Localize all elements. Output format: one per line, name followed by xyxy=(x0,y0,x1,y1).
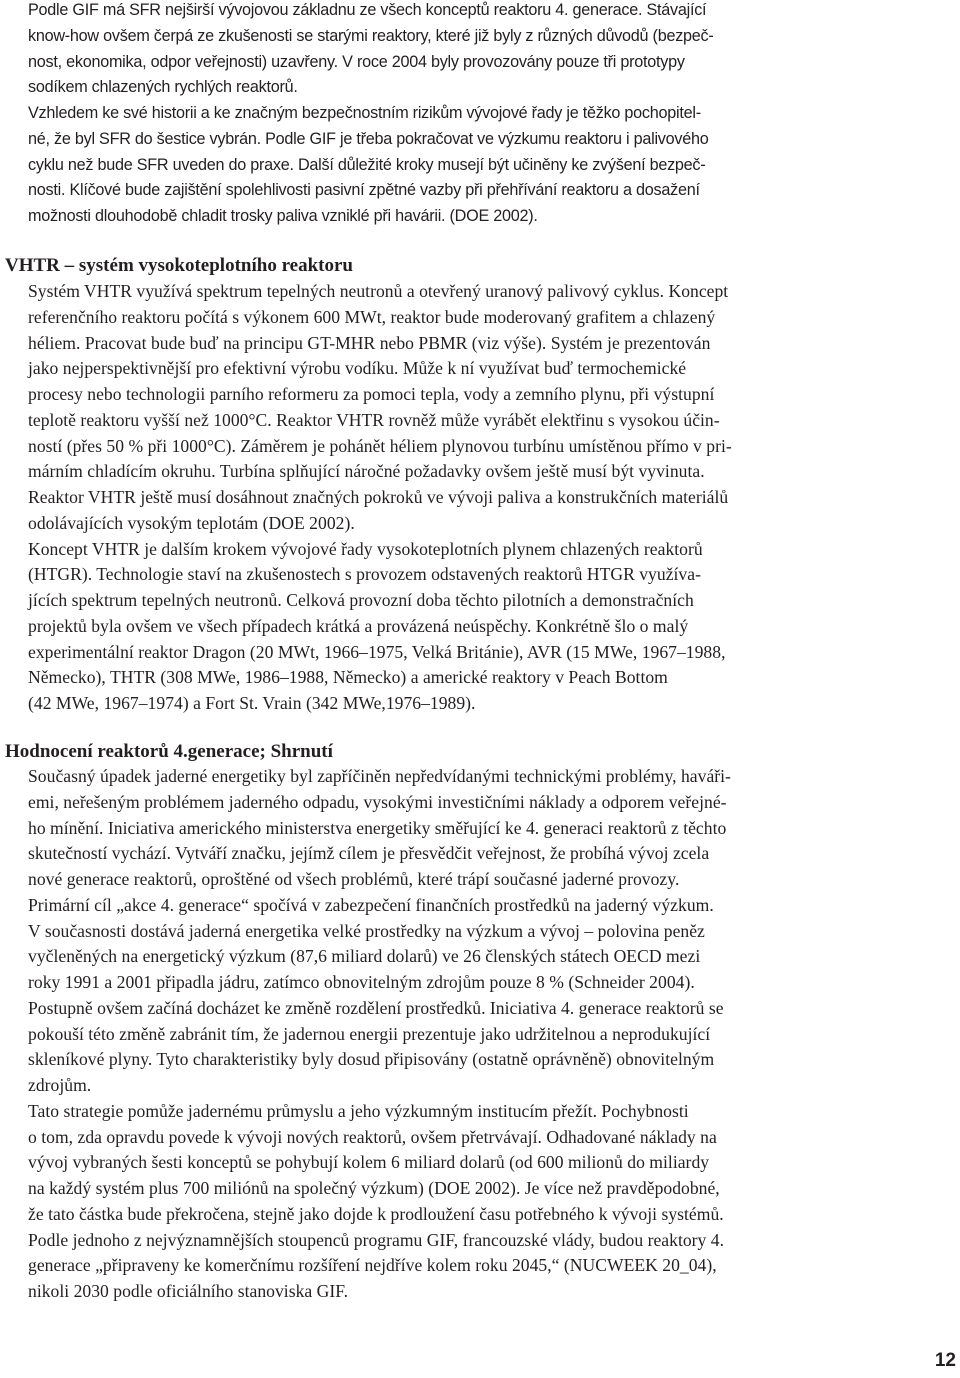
text-line: Podle jednoho z nejvýznamnějších stoupenců programu GIF, francouzské vlády, budou reaktory 4. xyxy=(28,1229,725,1250)
text-line: márním chladícím okruhu. Turbína splňující náročné požadavky ovšem ještě musí být vyvinuta. xyxy=(28,461,705,482)
text-line: skleníkové plyny. Tyto charakteristiky byly dosud připisovány (ostatně oprávněně) obnovitelným xyxy=(28,1049,715,1070)
text-line: Systém VHTR využívá spektrum tepelných neutronů a otevřený uranový palivový cyklus. Koncept xyxy=(28,281,729,301)
text-line: Primární cíl „akce 4. generace“ spočívá v zabezpečení finančních prostředků na jaderný výzkum. xyxy=(28,894,714,915)
text-line: Koncept VHTR je dalším krokem vývojové řady vysokoteplotních plynem chlazených reaktorů xyxy=(28,538,703,559)
text-line: generace „připraveny ke komerčnímu rozšíření nejdříve kolem roku 2045,“ (NUCWEEK 20_04), xyxy=(28,1255,717,1276)
text-line: (HTGR). Technologie staví na zkušenostech s provozem odstavených reaktorů HTGR využíva- xyxy=(28,564,701,585)
text-line: V současnosti dostává jaderná energetika velké prostředky na výzkum a vývoj – polovina peněz xyxy=(28,920,705,941)
text-line: ho mínění. Iniciativa amerického ministerstva energetiky směřující ke 4. generaci reaktorů z těchto xyxy=(28,817,727,838)
text-line: héliem. Pracovat bude buď na principu GT-MHR nebo PBMR (viz výše). Systém je prezentován xyxy=(28,332,711,353)
text-line: Postupně ovšem začíná docházet ke změně rozdělení prostředků. Iniciativa 4. generace reaktorů se xyxy=(28,997,724,1018)
text-line: emi, neřešeným problémem jaderného odpadu, vysokými investičními náklady a odporem veřejné- xyxy=(28,791,727,812)
vhtr-paragraph xyxy=(28,279,832,717)
text-line: né, že byl SFR do šestice vybrán. Podle GIF je třeba pokračovat ve výzkumu reaktoru i palivového xyxy=(28,129,709,148)
vhtr-heading: VHTR – systém vysokoteplotního reaktoru xyxy=(5,255,353,276)
text-line: možnosti dlouhodobě chladit trosky paliva vzniklé při havárii. (DOE 2002). xyxy=(28,207,538,225)
text-line: o tom, zda opravdu povede k vývoji nových reaktorů, ovšem přetrvávají. Odhadované náklady na xyxy=(28,1126,717,1147)
text-line: skutečností vychází. Vytváří značku, jejímž cílem je přesvědčit veřejnost, že probíhá vývoj zcela xyxy=(28,843,710,864)
text-line: odolávajících vysokým teplotám (DOE 2002). xyxy=(28,512,355,533)
text-line: teplotě reaktoru vyšší než 1000°C. Reaktor VHTR rovněž může vyrábět elektřinu s vysokou účin- xyxy=(28,409,720,430)
text-line: jících spektrum tepelných neutronů. Celková provozní doba těchto pilotních a demonstračních xyxy=(28,590,694,610)
intro-paragraph xyxy=(28,0,832,230)
text-line: Podle GIF má SFR nejširší vývojovou základnu ze všech konceptů reaktoru 4. generace. Stávající xyxy=(28,1,707,19)
text-line: sodíkem chlazených rychlých reaktorů. xyxy=(28,78,298,97)
text-line: Německo), THTR (308 MWe, 1986–1988, Německo) a americké reaktory v Peach Bottom xyxy=(28,667,668,688)
text-line: nikoli 2030 podle oficiálního stanoviska GIF. xyxy=(28,1281,349,1301)
text-line: (42 MWe, 1967–1974) a Fort St. Vrain (342 MWe,1976–1989). xyxy=(28,693,476,713)
text-line: Reaktor VHTR ještě musí dosáhnout značných pokroků ve vývoji paliva a konstrukčních materiálů xyxy=(28,487,729,507)
summary-paragraph xyxy=(28,764,832,1305)
text-line: na každý systém plus 700 miliónů na společný výzkum) (DOE 2002). Je více než pravděpodobné, xyxy=(28,1178,720,1198)
text-line: projektů byla ovšem ve všech případech krátká a provázená neúspěchy. Konkrétně šlo o malý xyxy=(28,615,689,636)
text-line: experimentální reaktor Dragon (20 MWt, 1966–1975, Velká Británie), AVR (15 MWe, 1967–1988, xyxy=(28,641,726,662)
text-line: cyklu než bude SFR uveden do praxe. Další důležité kroky musejí být učiněny ke zvýšení bezpeč- xyxy=(28,155,706,174)
text-line: vývoj vybraných šesti konceptů se pohybují kolem 6 miliard dolarů (od 600 milionů do miliardy xyxy=(28,1152,710,1173)
text-line: vyčleněných na energetický výzkum (87,6 miliard dolarů) ve 26 členských státech OECD mezi xyxy=(28,946,701,967)
text-line: Tato strategie pomůže jadernému průmyslu a jeho výzkumným institucím přežít. Pochybnosti xyxy=(28,1100,689,1121)
text-line: Vzhledem ke své historii a ke značným bezpečnostním rizikům vývojové řady je těžko pochopitel- xyxy=(28,104,701,122)
summary-heading: Hodnocení reaktorů 4.generace; Shrnutí xyxy=(5,741,333,762)
text-line: zdrojům. xyxy=(28,1075,92,1095)
text-line: nost, ekonomika, odpor veřejnosti) uzavřeny. V roce 2004 byly provozovány pouze tři prototypy xyxy=(28,52,685,71)
text-line: že tato částka bude překročena, stejně jako dojde k prodloužení času potřebného k vývoji systémů. xyxy=(28,1203,724,1224)
text-line: ností (přes 50 % při 1000°C). Záměrem je pohánět héliem plynovou turbínu umístěnou přímo v pri- xyxy=(28,435,732,456)
text-line: jako nejperspektivnější pro efektivní výrobu vodíku. Může k ní využívat buď termochemické xyxy=(28,358,687,379)
page-number: 12 xyxy=(934,1350,956,1371)
text-line: nosti. Klíčové bude zajištění spolehlivosti pasivní zpětné vazby při přehřívání reaktoru a dosažení xyxy=(28,181,700,200)
text-line: Současný úpadek jaderné energetiky byl zapříčiněn nepředvídanými technickými problémy, haváři- xyxy=(28,766,731,786)
text-line: pokouší této změně zabránit tím, že jadernou energii prezentuje jako udržitelnou a neprodukující xyxy=(28,1023,711,1044)
text-line: nové generace reaktorů, oproštěné od všech problémů, které trápí současné jaderné provozy. xyxy=(28,869,680,889)
text-line: procesy nebo technologii parního reformeru za pomoci tepla, vody a zemního plynu, při výstupní xyxy=(28,384,715,404)
text-line: roky 1991 a 2001 připadla jádru, zatímco obnovitelným zdrojům pouze 8 % (Schneider 2004). xyxy=(28,972,695,992)
text-line: referenčního reaktoru počítá s výkonem 600 MWt, reaktor bude moderovaný grafitem a chlazený xyxy=(28,306,716,327)
text-line: know-how ovšem čerpá ze zkušenosti se starými reaktory, které již byly z různých důvodů (bezpeč- xyxy=(28,26,714,45)
